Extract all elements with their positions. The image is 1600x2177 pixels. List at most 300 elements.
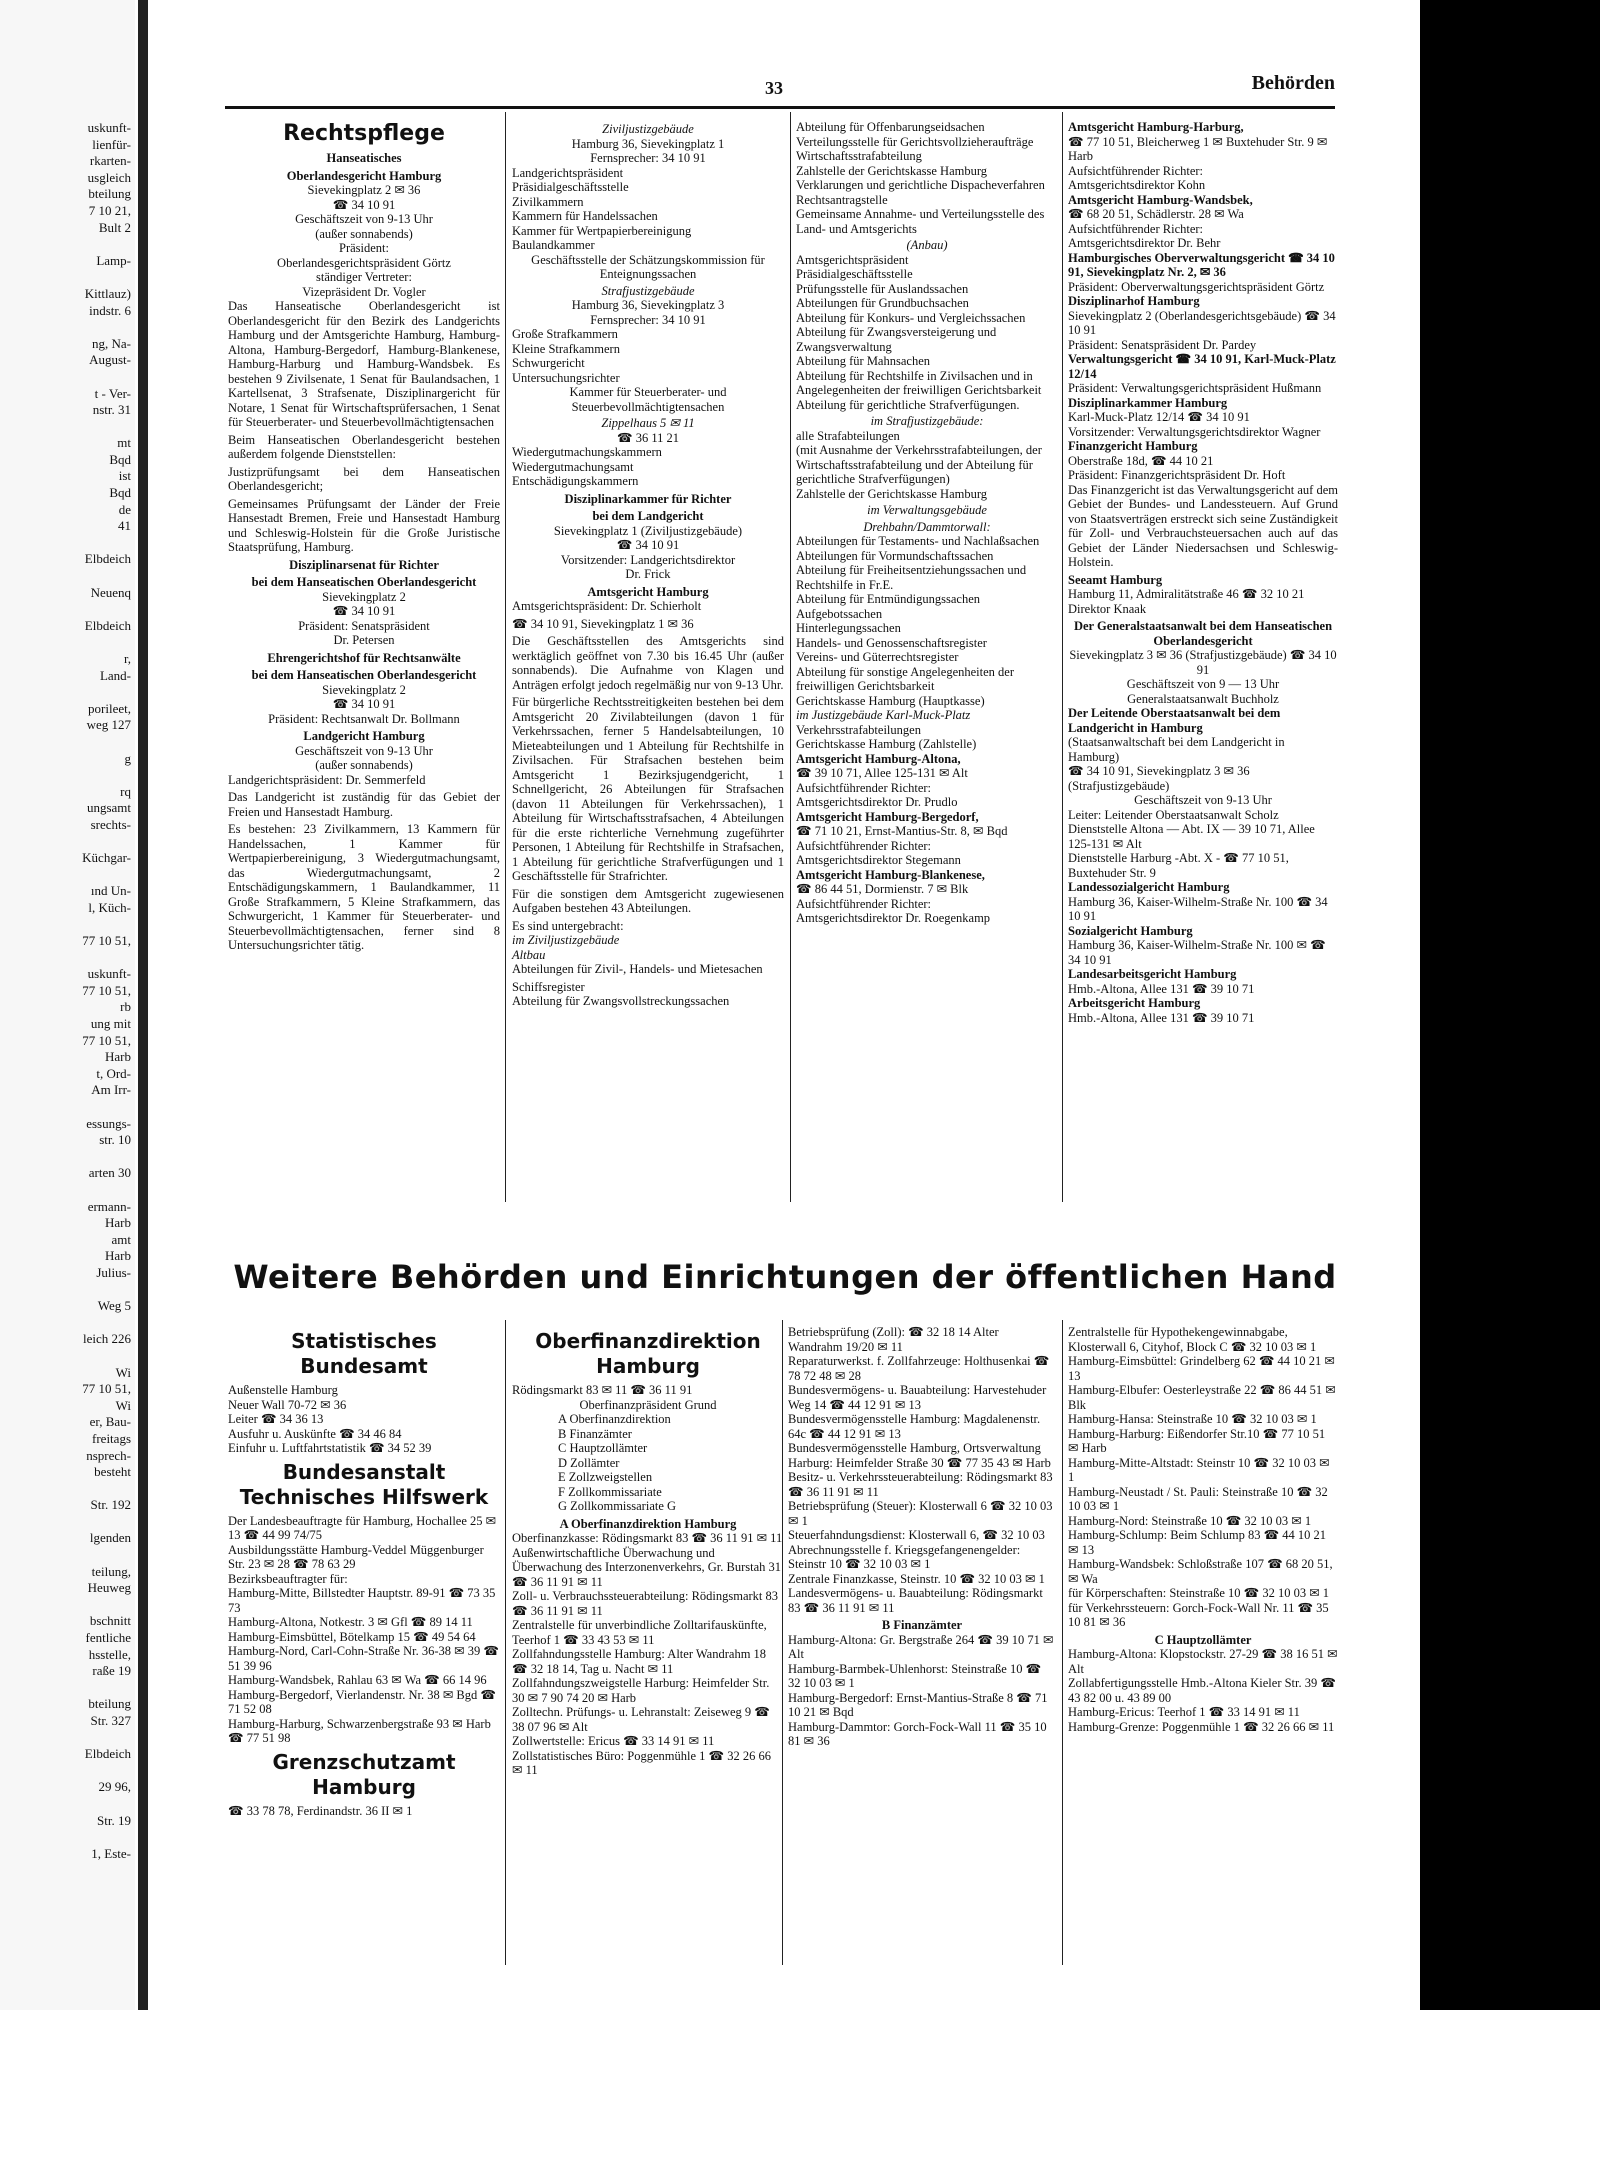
entry-line: Sievekingplatz 1 (Ziviljustizgebäude)	[553, 523, 743, 538]
entry-line: Justizprüfungsamt bei dem Hanseatischen Oberlandesgericht;	[228, 464, 500, 493]
edge-text-line: Str. 327	[90, 1713, 131, 1728]
entry-line: Betriebsprüfung (Steuer): Klosterwall 6 ☎ 32 10 03 ✉ 1	[788, 1499, 1053, 1528]
entry-line: bei dem Hanseatischen Oberlandesgericht	[251, 668, 477, 682]
entry-line: Geschäftszeit von 9-13 Uhr	[295, 743, 433, 758]
edge-text-line	[0, 1763, 135, 1780]
entry-line: Amtsgerichtsdirektor Stegemann	[796, 853, 961, 867]
entry-line: Abteilung für gerichtliche Strafverfügungen.	[796, 397, 1020, 412]
entry-line: Es sind untergebracht:	[512, 918, 624, 933]
edge-text-line	[0, 1481, 135, 1498]
edge-text-line	[0, 1547, 135, 1564]
entry-line: Hmb.-Altona, Allee 131 ☎ 39 10 71	[1068, 1010, 1255, 1025]
edge-text-line: lienfür-	[92, 136, 131, 152]
page-gutter	[138, 0, 148, 2010]
entry-line: Amtsgericht Hamburg-Bergedorf,	[796, 809, 979, 824]
edge-text-line: 7 10 21,	[88, 202, 131, 218]
entry-line: Hamburg-Nord: Steinstraße 10 ☎ 32 10 03 ✉ 1	[1068, 1513, 1312, 1528]
edge-text-line: Wi	[115, 1397, 131, 1413]
entry-line: Baulandkammer	[512, 238, 595, 252]
entry-line: Arbeitsgericht Hamburg	[1068, 996, 1201, 1010]
entry-line: D Zollämter	[558, 1455, 620, 1470]
entry-line: Zivilkammern	[512, 194, 584, 209]
entry-line: Hmb.-Altona, Allee 131 ☎ 39 10 71	[1068, 981, 1255, 996]
entry-line: ☎ 34 10 91	[332, 604, 396, 618]
entry-line: Kammern für Handelssachen	[512, 209, 658, 223]
entry-line: ☎ 33 78 78, Ferdinandstr. 36 II ✉ 1	[228, 1803, 413, 1818]
edge-text-line: teilung,	[91, 1563, 131, 1579]
edge-text-line: bteilung	[88, 1696, 131, 1712]
entry-line: Präsidialgeschäftsstelle	[796, 267, 913, 281]
entry-line: Dr. Frick	[625, 567, 671, 581]
entry-line: Gemeinsame Annahme- und Verteilungsstelle des Land- und Amtsgerichts	[796, 207, 1045, 236]
entry-line: Sievekingplatz 2	[322, 682, 406, 697]
edge-text-line: arten 30	[88, 1165, 131, 1181]
entry-line: Ziviljustizgebäude	[602, 122, 694, 136]
edge-text-line: er, Bau-	[89, 1414, 131, 1430]
entry-line: Der Generalstaatsanwalt bei dem Hanseatischen Oberlandesgericht	[1073, 619, 1333, 648]
edge-text-line: indstr. 6	[89, 302, 131, 318]
edge-text-line: g	[124, 750, 131, 766]
entry-line: Amtsgerichtspräsident	[796, 252, 909, 267]
entry-line: A Oberfinanzdirektion Hamburg	[559, 1516, 737, 1531]
entry-line: Verteilungsstelle für Gerichtsvollzieheraufträge	[796, 134, 1034, 149]
entry-line: ☎ 34 10 91	[616, 538, 680, 552]
edge-text-line	[0, 1182, 135, 1199]
edge-text-line: 77 10 51,	[82, 982, 131, 998]
edge-text-line	[0, 834, 135, 851]
entry-line: Vereins- und Güterrechtsregister	[796, 650, 959, 664]
edge-text-line: ng, Na-	[92, 335, 131, 351]
entry-line: Landgerichtspräsident: Dr. Semmerfeld	[228, 772, 426, 787]
entry-line: Hamburg-Altona: Klopstockstr. 27-29 ☎ 38 16 51 ✉ Alt	[1068, 1647, 1338, 1676]
column-divider	[1062, 1320, 1063, 1965]
entry-line: Geschäftszeit von 9 — 13 Uhr	[1126, 677, 1280, 691]
entry-line: Aufgebotssachen	[796, 606, 883, 621]
entry-line: Aufsichtführender Richter:	[1068, 163, 1204, 178]
edge-text-line	[0, 319, 135, 336]
entry-line: Gemeinsames Prüfungsamt der Länder der Freie Hansestadt Bremen, Freie und Hansestadt Hamburg und Schleswig-Holstein für die Große Juristische Staatsprüfung, Hamburg.	[228, 496, 500, 554]
edge-text-line	[0, 568, 135, 585]
edge-text-line	[0, 1282, 135, 1299]
entry-line: Abteilungen für Zivil-, Handels- und Mietesachen	[512, 962, 763, 976]
column-divider	[505, 1320, 506, 1965]
entry-line: Amtsgericht Hamburg-Wandsbek,	[1068, 192, 1253, 207]
edge-text-line: nsprech-	[86, 1447, 131, 1463]
section-heading: Rechtspflege	[283, 121, 445, 146]
entry-line: Hamburg-Hansa: Steinstraße 10 ☎ 32 10 03 ✉ 1	[1068, 1412, 1317, 1426]
edge-text-line: de	[118, 501, 131, 517]
entry-line: Abteilung für Rechtshilfe in Zivilsachen und in Angelegenheiten der freiwilligen Gerichtsbarkeit	[796, 368, 1042, 397]
bottom-column-2	[512, 1325, 784, 1778]
edge-text-line: bteilung	[88, 186, 131, 202]
entry-line: Hamburg-Mitte, Billstedter Hauptstr. 89-91 ☎ 73 35 73	[228, 1586, 496, 1615]
entry-line: Zentralstelle für unverbindliche Zolltarifauskünfte, Teerhof 1 ☎ 33 43 53 ✉ 11	[512, 1618, 767, 1647]
entry-line: Hamburg-Bergedorf: Ernst-Mantius-Straße 8 ☎ 71 10 21 ✉ Bqd	[788, 1690, 1048, 1719]
entry-line: bei dem Landgericht	[592, 509, 704, 523]
entry-line: bei dem Hanseatischen Oberlandesgericht	[251, 575, 477, 589]
entry-line: G Zollkommissariate G	[558, 1499, 677, 1513]
entry-line: im Strafjustizgebäude:	[870, 414, 984, 428]
entry-line: Oberstraße 18d, ☎ 44 10 21	[1068, 453, 1214, 468]
edge-text-line: uskunft-	[87, 966, 131, 982]
entry-line: Landgerichtspräsident	[512, 165, 624, 180]
entry-line: (außer sonnabends)	[315, 758, 413, 772]
entry-line: Ausfuhr u. Auskünfte ☎ 34 46 84	[228, 1426, 402, 1441]
entry-line: Besitz- u. Verkehrssteuerabteilung: Rödingsmarkt 83 ☎ 36 11 91 ✉ 11	[788, 1470, 1053, 1499]
entry-line: Kammer für Steuerberater- und Steuerbevollmächtigtensachen	[569, 385, 727, 414]
edge-text-line: Weg 5	[97, 1298, 131, 1314]
entry-line: Zahlstelle der Gerichtskasse Hamburg	[796, 163, 988, 178]
entry-line: Direktor Knaak	[1068, 601, 1147, 616]
edge-text-line	[0, 1348, 135, 1365]
entry-line: Präsident: Oberverwaltungsgerichtspräsident Görtz	[1068, 279, 1325, 294]
edge-text-line: 41	[118, 518, 131, 534]
entry-line: Schiffsregister	[512, 979, 585, 994]
edge-text-line: Elbdeich	[84, 551, 131, 567]
entry-line: Amtsgerichtsdirektor Dr. Prudlo	[796, 795, 958, 809]
entry-line: Zahlstelle der Gerichtskasse Hamburg	[796, 486, 988, 501]
entry-line: F Zollkommissariate	[558, 1484, 662, 1499]
edge-text-line: ermann-	[87, 1198, 131, 1214]
column-4	[1068, 120, 1338, 1025]
entry-line: Landesvermögens- u. Bauabteilung: Rödingsmarkt 83 ☎ 36 11 91 ✉ 11	[788, 1586, 1043, 1615]
entry-line: Verklarungen und gerichtliche Dispacheverfahren	[796, 178, 1045, 192]
entry-line: Amtsgerichtspräsident: Dr. Schierholt	[512, 599, 702, 613]
entry-line: ☎ 34 10 91, Sievekingplatz 1 ✉ 36	[512, 616, 694, 631]
entry-line: (Strafjustizgebäude)	[1068, 778, 1170, 793]
entry-line: Vizepräsident Dr. Vogler	[302, 284, 426, 299]
entry-line: Verwaltungsgericht ☎ 34 10 91, Karl-Muck-Platz 12/14	[1068, 352, 1336, 381]
edge-text-line	[0, 1730, 135, 1747]
edge-text-line	[0, 1315, 135, 1332]
entry-line: Aufsichtführender Richter:	[796, 896, 932, 911]
entry-line: Das Finanzgericht ist das Verwaltungsgericht auf dem Gebiet der Bundes- und Landessteuern. Auf Grund von Staatsverträgen erstreckt sich seine Zuständigkeit für Zoll- und Verbrauchsteuersachen auch auf das Gebiet der Länder Niedersachsen und Schleswig-Holstein.	[1068, 482, 1338, 569]
edge-text-line: nstr. 31	[92, 402, 131, 418]
entry-line: Hamburg-Eimsbüttel, Bötelkamp 15 ☎ 49 54 64	[228, 1629, 476, 1644]
edge-text-line	[0, 734, 135, 751]
entry-line: Abteilungen für Vormundschaftssachen	[796, 548, 994, 563]
entry-line: Landesarbeitsgericht Hamburg	[1068, 967, 1237, 981]
edge-text-line: uskunft-	[87, 120, 131, 135]
entry-line: Bundesvermögensstelle Hamburg: Magdalenenstr. 64c ☎ 44 12 91 ✉ 13	[788, 1412, 1041, 1441]
edge-text-line: Str. 192	[90, 1497, 131, 1513]
edge-text-line: essungs-	[86, 1115, 131, 1131]
entry-line: Steuerfahndungsdienst: Klosterwall 6, ☎ 32 10 03	[788, 1528, 1045, 1542]
edge-text-line	[0, 269, 135, 286]
entry-line: Strafjustizgebäude	[601, 283, 695, 298]
edge-text-line	[0, 1514, 135, 1531]
entry-line: Geschäftszeit von 9-13 Uhr	[1134, 793, 1272, 807]
entry-line: Landgericht Hamburg	[303, 729, 425, 743]
edge-text-line	[0, 1680, 135, 1697]
entry-line: Hinterlegungssachen	[796, 621, 901, 635]
edge-text-line: rq	[120, 783, 131, 799]
left-page-text	[0, 120, 135, 1862]
entry-line: ☎ 34 10 91, Sievekingplatz 3 ✉ 36	[1068, 764, 1250, 778]
entry-line: Hamburg-Schlump: Beim Schlump 83 ☎ 44 10 21 ✉ 13	[1068, 1528, 1327, 1557]
edge-text-line: August-	[89, 352, 131, 368]
section-heading: Oberfinanzdirektion Hamburg	[535, 1329, 761, 1378]
edge-text-line: Kittlauz)	[84, 285, 131, 301]
edge-text-line: bschnitt	[89, 1613, 131, 1629]
entry-line: Entschädigungskammern	[512, 474, 639, 488]
entry-line: Abteilungen für Grundbuchsachen	[796, 296, 969, 310]
entry-line: für Verkehrssteuern: Gorch-Fock-Wall Nr. 11 ☎ 35 10 81 ✉ 36	[1068, 1600, 1329, 1629]
entry-line: C Hauptzollämter	[558, 1441, 648, 1455]
edge-text-line: t, Ord-	[96, 1065, 131, 1081]
edge-text-line	[0, 950, 135, 967]
entry-line: Gerichtskasse Hamburg (Hauptkasse)	[796, 693, 985, 708]
edge-text-line: r,	[123, 651, 131, 666]
entry-line: Betriebsprüfung (Zoll): ☎ 32 18 14 Alter Wandrahm 19/20 ✉ 11	[788, 1325, 999, 1354]
entry-line: Sievekingplatz 2	[322, 589, 406, 604]
edge-text-line	[0, 419, 135, 436]
entry-line: Verkehrsstrafabteilungen	[796, 722, 921, 737]
edge-text-line: Land-	[99, 667, 131, 683]
entry-line: Sievekingplatz 3 ✉ 36 (Strafjustizgebäude) ☎ 34 10 91	[1069, 648, 1337, 677]
edge-text-line: fentliche	[85, 1630, 131, 1646]
entry-line: Leiter: Leitender Oberstaatsanwalt Scholz	[1068, 807, 1279, 822]
entry-line: Kleine Strafkammern	[512, 341, 620, 356]
entry-line: Gerichtskasse Hamburg (Zahlstelle)	[796, 737, 977, 751]
entry-line: Vorsitzender: Verwaltungsgerichtsdirektor Wagner	[1068, 424, 1321, 439]
edge-text-line	[0, 535, 135, 552]
entry-line: für Körperschaften: Steinstraße 10 ☎ 32 10 03 ✉ 1	[1068, 1586, 1330, 1600]
entry-line: Leiter ☎ 34 36 13	[228, 1412, 324, 1426]
entry-line: Karl-Muck-Platz 12/14 ☎ 34 10 91	[1068, 410, 1250, 424]
entry-line: Zolltechn. Prüfungs- u. Lehranstalt: Zeiseweg 9 ☎ 38 07 96 ✉ Alt	[512, 1705, 770, 1734]
entry-line: Zentralstelle für Hypothekengewinnabgabe, Klosterwall 6, Cityhof, Block C ☎ 32 10 03 ✉ 1	[1068, 1325, 1317, 1354]
edge-text-line: Am Irr-	[91, 1082, 131, 1098]
entry-line: Disziplinarsenat für Richter	[289, 557, 439, 572]
entry-line: Oberlandesgerichtspräsident Görtz	[277, 255, 451, 270]
entry-line: Oberfinanzpräsident Grund	[579, 1397, 717, 1412]
entry-line: Zollstatistisches Büro: Poggenmühle 1 ☎ 32 26 66 ✉ 11	[512, 1748, 771, 1777]
entry-line: ständiger Vertreter:	[316, 270, 412, 284]
edge-text-line: mt	[117, 435, 131, 451]
entry-line: B Finanzämter	[558, 1426, 632, 1441]
edge-text-line: ung mit	[90, 1016, 131, 1032]
entry-line: Die Geschäftsstellen des Amtsgerichts sind werktäglich geöffnet von 7.30 bis 16.45 Uhr (außer sonnabends). Die Aufnahme von Klagen und Anträgen erfolgt jedoch regelmäßig nur von 9-13 Uhr.	[512, 634, 784, 692]
section-title: Weitere Behörden und Einrichtungen der öffentlichen Hand	[233, 1258, 1337, 1296]
entry-line: Amtsgerichtsdirektor Dr. Roegenkamp	[796, 911, 991, 925]
entry-line: Schwurgericht	[512, 356, 585, 370]
entry-line: Reparaturwerkst. f. Zollfahrzeuge: Holthusenkai ☎ 78 72 48 ✉ 28	[788, 1354, 1050, 1383]
entry-line: Für die sonstigen dem Amtsgericht zugewiesenen Aufgaben bestehen 43 Abteilungen.	[512, 886, 784, 915]
edge-text-line: Str. 19	[97, 1812, 131, 1828]
edge-text-line: freitags	[92, 1430, 131, 1446]
entry-line: (Anbau)	[906, 238, 948, 252]
entry-line: Ehrengerichtshof für Rechtsanwälte	[267, 650, 461, 665]
edge-text-line: Bult 2	[98, 219, 131, 235]
scan-border-bottom	[0, 2010, 1600, 2177]
edge-text-line: leich 226	[82, 1331, 131, 1347]
entry-line: Hamburg-Wandsbek, Rahlau 63 ✉ Wa ☎ 66 14 96	[228, 1673, 487, 1687]
entry-line: Hamburg-Ericus: Teerhof 1 ☎ 33 14 91 ✉ 11	[1068, 1705, 1300, 1719]
entry-line: im Justizgebäude Karl-Muck-Platz	[796, 708, 971, 722]
entry-line: Hamburg-Barmbek-Uhlenhorst: Steinstraße 10 ☎ 32 10 03 ✉ 1	[788, 1661, 1042, 1690]
edge-text-line: l, Küch-	[88, 899, 131, 915]
entry-line: Handels- und Genossenschaftsregister	[796, 635, 987, 650]
entry-line: Abteilung für Zwangsversteigerung und Zwangsverwaltung	[796, 325, 997, 354]
entry-line: Es bestehen: 23 Zivilkammern, 13 Kammern für Handelssachen, 1 Kammer für Wertpapierbereinigung, 3 Wiedergutmachungsamt, das Wiedergutmachungsamt, 2 Entschädigungskammern, 1 Baulandkammer, 11 Große Strafkammern, 5 Kleine Strafkammern, das Schwurgericht, 1 Kammer für Steuerberater- und Steuerbevollmächtigtensachen, ferner sind 8 Untersuchungsrichter tätig.	[228, 822, 500, 952]
entry-line: Abteilung für Mahnsachen	[796, 354, 930, 368]
entry-line: Hamburg-Nord, Carl-Cohn-Straße Nr. 36-38 ✉ 39 ☎ 51 39 96	[228, 1644, 499, 1673]
entry-line: Zoll- u. Verbrauchssteuerabteilung: Rödingsmarkt 83 ☎ 36 11 91 ✉ 11	[512, 1589, 779, 1618]
entry-line: (außer sonnabends)	[315, 226, 413, 241]
edge-text-line: Heuweg	[87, 1580, 131, 1596]
entry-line: Hamburg-Bergedorf, Vierlandenstr. Nr. 38 ✉ Bgd ☎ 71 52 08	[228, 1687, 496, 1716]
entry-line: Amtsgericht Hamburg-Blankenese,	[796, 867, 985, 882]
entry-line: A Oberfinanzdirektion	[558, 1412, 671, 1426]
entry-line: Generalstaatsanwalt Buchholz	[1127, 691, 1279, 706]
entry-line: Oberlandesgericht Hamburg	[286, 168, 442, 183]
entry-line: Abteilung für Zwangsvollstreckungssachen	[512, 994, 730, 1008]
column-divider	[1062, 112, 1063, 1202]
edge-text-line	[0, 1099, 135, 1116]
entry-line: Bundesvermögens- u. Bauabteilung: Harvestehuder Weg 14 ☎ 44 12 91 ✉ 13	[788, 1383, 1047, 1412]
edge-text-line: Bqd	[109, 485, 131, 501]
edge-text-line: besteht	[94, 1464, 131, 1480]
bottom-column-3	[788, 1325, 1056, 1749]
entry-line: Disziplinarhof Hamburg	[1068, 294, 1200, 308]
column-2	[512, 120, 784, 1012]
entry-line: Hamburg-Harburg, Schwarzenbergstraße 93 ✉ Harb ☎ 77 51 98	[228, 1716, 491, 1745]
entry-line: Das Hanseatische Oberlandesgericht ist Oberlandesgericht für den Bezirk des Landgerichts Hamburg und der Amtsgerichte Hamburg, Hamburg-Altona, Hamburg-Bergedorf, Hamburg-Blankenese, Hamburg-Harburg und Hamburg-Wandsbek. Es bestehen 9 Zivilsenate, 1 Senat für Baulandsachen, 1 Kartellsenat, 3 Strafsenate, Disziplinargericht für Notare, 1 Senat für Wirtschaftsprüfersachen, 1 Senat für Steuerberater- und Steuerbevollmächtigtensachen	[228, 299, 500, 429]
edge-text-line	[0, 1829, 135, 1846]
bottom-column-1	[228, 1325, 500, 1818]
entry-line: Hamburg 36, Sievekingplatz 1	[571, 136, 725, 151]
edge-text-line	[0, 634, 135, 651]
entry-line: E Zollzweigstellen	[558, 1470, 653, 1484]
entry-line: Zippelhaus 5 ✉ 11	[601, 416, 695, 430]
column-divider	[782, 1320, 783, 1965]
edge-text-line: Elbdeich	[84, 617, 131, 633]
entry-line: Präsident: Senatspräsident Dr. Pardey	[1068, 337, 1257, 352]
entry-line: Aufsichtführender Richter:	[1068, 221, 1204, 236]
entry-line: im Ziviljustizgebäude	[512, 933, 620, 947]
entry-line: Ausbildungsstätte Hamburg-Veddel Müggenburger Str. 23 ✉ 28 ☎ 78 63 29	[228, 1542, 484, 1571]
entry-line: im Verwaltungsgebäude	[867, 503, 987, 517]
entry-line: Fernsprecher: 34 10 91	[590, 312, 706, 327]
edge-text-line: amt	[111, 1231, 131, 1247]
edge-text-line	[0, 767, 135, 784]
entry-line: Präsident: Finanzgerichtspräsident Dr. Hoft	[1068, 468, 1286, 482]
entry-line: Hamburg 11, Admiralitätstraße 46 ☎ 32 10 21	[1068, 587, 1305, 601]
column-1	[228, 120, 500, 956]
entry-line: Dienststelle Harburg -Abt. X - ☎ 77 10 51, Buxtehuder Str. 9	[1068, 851, 1289, 880]
entry-line: Oberfinanzkasse: Rödingsmarkt 83 ☎ 36 11 91 ✉ 11	[512, 1531, 783, 1545]
edge-text-line	[0, 601, 135, 618]
edge-text-line: lgenden	[89, 1530, 131, 1546]
entry-line: Altbau	[512, 947, 546, 962]
entry-line: Hamburg-Wandsbek: Schloßstraße 107 ☎ 68 20 51, ✉ Wa	[1068, 1557, 1333, 1586]
edge-text-line: Elbdeich	[84, 1746, 131, 1762]
entry-line: Rödingsmarkt 83 ✉ 11 ☎ 36 11 91	[512, 1383, 693, 1397]
edge-text-line	[0, 369, 135, 386]
edge-text-line	[0, 1597, 135, 1614]
edge-text-line: 1, Este-	[91, 1845, 131, 1861]
left-page-edge	[0, 0, 135, 2010]
entry-line: Geschäftsstelle der Schätzungskommission für Enteignungssachen	[531, 252, 765, 281]
edge-text-line: Neuenq	[90, 584, 131, 600]
entry-line: Disziplinarkammer Hamburg	[1068, 395, 1228, 410]
entry-line: Hamburg 36, Kaiser-Wilhelm-Straße Nr. 100 ☎ 34 10 91	[1068, 894, 1328, 923]
entry-line: Amtsgericht Hamburg	[587, 584, 709, 599]
entry-line: Sozialgericht Hamburg	[1068, 923, 1193, 938]
entry-line: Seeamt Hamburg	[1068, 572, 1163, 587]
entry-line: Präsident: Verwaltungsgerichtspräsident Hußmann	[1068, 381, 1322, 395]
entry-line: ☎ 34 10 91	[332, 697, 396, 711]
entry-line: Bezirksbeauftragter für:	[228, 1571, 348, 1586]
entry-line: ☎ 34 10 91	[332, 197, 396, 212]
entry-line: Abteilung für Freiheitsentziehungssachen und Rechtshilfe in Fr.E.	[796, 563, 1027, 592]
edge-text-line: 77 10 51,	[82, 1381, 131, 1397]
entry-line: ☎ 39 10 71, Allee 125-131 ✉ Alt	[796, 766, 968, 780]
entry-line: Hamburg-Mitte-Altstadt: Steinstr 10 ☎ 32 10 03 ✉ 1	[1068, 1455, 1330, 1484]
entry-line: Aufsichtführender Richter:	[796, 780, 932, 795]
edge-text-line: ungsamt	[86, 800, 131, 816]
entry-line: (mit Ausnahme der Verkehrsstrafabteilungen, der Wirtschaftsstrafabteilung und der Abteilung für gerichtliche Strafverfügungen)	[796, 443, 1042, 486]
entry-line: Präsident:	[339, 241, 389, 255]
edge-text-line: Harb	[105, 1248, 131, 1264]
entry-line: Hamburg-Altona, Notkestr. 3 ✉ Gfl ☎ 89 14 11	[228, 1615, 473, 1629]
entry-line: B Finanzämter	[881, 1618, 963, 1632]
entry-line: Hamburg-Grenze: Poggenmühle 1 ☎ 32 26 66 ✉ 11	[1068, 1719, 1335, 1734]
page-number: 33	[765, 78, 783, 98]
entry-line: Präsidialgeschäftsstelle	[512, 180, 629, 194]
entry-line: Außenwirtschaftliche Überwachung und Überwachung des Interzonenverkehrs, Gr. Burstah 31 ☎ 36 11 91 ✉ 11	[512, 1545, 782, 1589]
entry-line: Hamburg 36, Kaiser-Wilhelm-Straße Nr. 100 ✉ ☎ 34 10 91	[1068, 938, 1326, 967]
entry-line: Zentrale Finanzkasse, Steinstr. 10 ☎ 32 10 03 ✉ 1	[788, 1571, 1045, 1586]
entry-line: Aufsichtführender Richter:	[796, 838, 932, 853]
entry-line: Drehbahn/Dammtorwall:	[863, 519, 991, 534]
entry-line: Hamburg-Elbufer: Oesterleystraße 22 ☎ 86 44 51 ✉ Blk	[1068, 1383, 1336, 1412]
section-heading: Statistisches Bundesamt	[291, 1329, 437, 1378]
entry-line: Beim Hanseatischen Oberlandesgericht bestehen außerdem folgende Dienststellen:	[228, 432, 500, 461]
bottom-column-4	[1068, 1325, 1338, 1734]
edge-text-line: ınd Un-	[90, 883, 131, 899]
edge-text-line: porileet,	[88, 700, 131, 716]
section-heading: Grenzschutzamt Hamburg	[272, 1749, 456, 1799]
entry-line: Abteilungen für Testaments- und Nachlaßsachen	[796, 534, 1040, 548]
entry-line: Amtsgericht Hamburg-Altona,	[796, 751, 961, 766]
edge-text-line: Wi	[115, 1364, 131, 1380]
entry-line: Hanseatisches	[326, 151, 402, 165]
entry-line: Bundesvermögensstelle Hamburg, Ortsverwaltung Harburg: Heimfelder Straße 30 ☎ 77 35 43 ✉ Harb	[788, 1441, 1051, 1470]
entry-line: Rechtsantragstelle	[796, 192, 888, 207]
edge-text-line: ist	[118, 468, 131, 484]
entry-line: Für bürgerliche Rechtsstreitigkeiten bestehen bei dem Amtsgericht 20 Zivilabteilungen (davon 1 für Verkehrssachen, ferner 5 Handelsabteilungen, 10 Mieteabteilungen und 1 Abteilung für Rechtshilfe in Zivilsachen. Für Strafsachen bestehen beim Amtsgericht 1 Bezirksjugendgericht, 1 Schnellgericht, 26 Abteilungen für Strafsachen (davon 11 Abteilungen für Verkehrssachen), 1 Abteilung für Wirtschaftsstrafsachen, 4 Abteilungen für die erste richterliche Vernehmung zugeführter Personen, 1 Abteilung für Rechtshilfe in Strafsachen, 1 Abteilung für gerichtliche Strafverfügungen und 1 Geschäftsstelle für Strafrichter.	[512, 695, 784, 883]
edge-text-line: 77 10 51,	[82, 933, 131, 949]
column-divider	[790, 112, 791, 1202]
edge-text-line: raße 19	[92, 1663, 131, 1679]
entry-line: Disziplinarkammer für Richter	[564, 491, 732, 506]
entry-line: C Hauptzollämter	[1154, 1632, 1252, 1647]
entry-line: Fernsprecher: 34 10 91	[590, 151, 706, 165]
entry-line: Der Leitende Oberstaatsanwalt bei dem Landgericht in Hamburg	[1068, 706, 1281, 735]
edge-text-line: t - Ver-	[94, 385, 131, 401]
entry-line: Neuer Wall 70-72 ✉ 36	[228, 1397, 347, 1412]
edge-text-line: Harb	[105, 1215, 131, 1231]
entry-line: Wiedergutmachungsamt	[512, 459, 634, 474]
entry-line: Hamburg-Harburg: Eißendorfer Str.10 ☎ 77 10 51 ✉ Harb	[1068, 1426, 1326, 1455]
entry-line: Landessozialgericht Hamburg	[1068, 880, 1230, 894]
edge-text-line	[0, 917, 135, 934]
entry-line: (Staatsanwaltschaft bei dem Landgericht in Hamburg)	[1068, 735, 1285, 764]
entry-line: Amtsgerichtsdirektor Dr. Behr	[1068, 236, 1221, 250]
entry-line: Dienststelle Altona — Abt. IX — 39 10 71, Allee 125-131 ✉ Alt	[1068, 822, 1315, 851]
